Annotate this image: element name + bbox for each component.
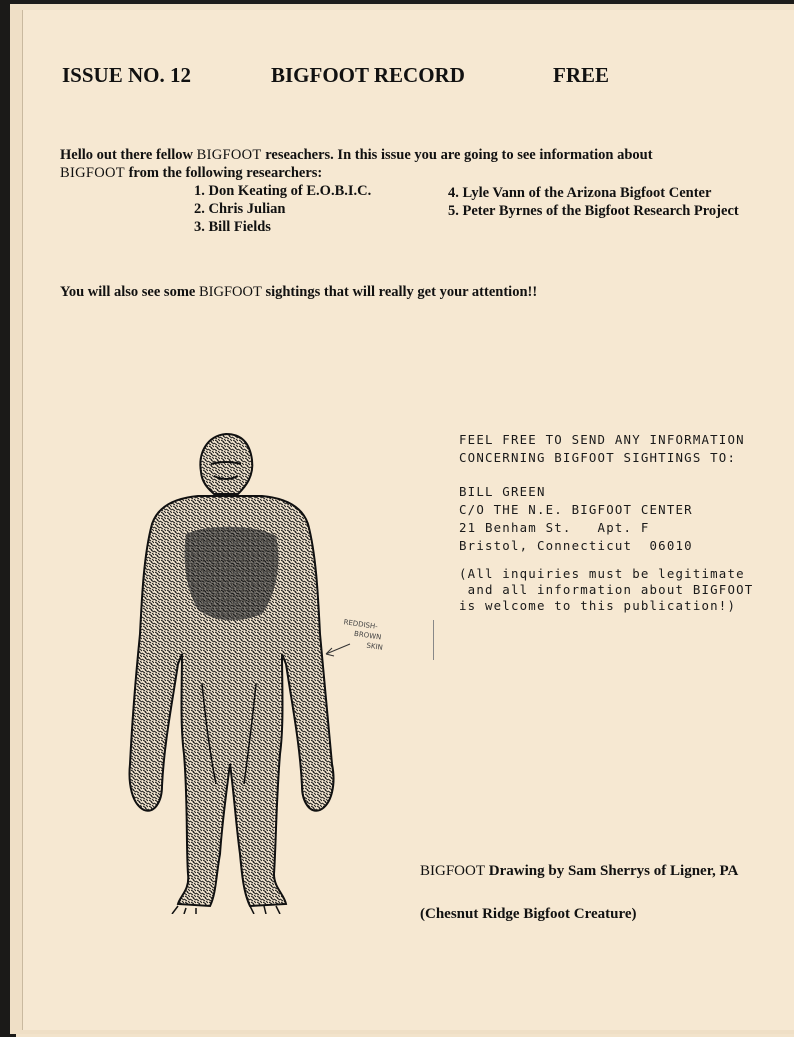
list-item: 1. Don Keating of E.O.B.I.C. — [194, 183, 372, 199]
contact-note: (All inquiries must be legitimate and all information about BIGFOOT is welcome to this publication!) — [459, 566, 754, 613]
annotation-arrow-icon — [322, 640, 352, 660]
price-label: FREE — [553, 63, 610, 87]
researcher-list-right — [448, 184, 739, 220]
list-item: 4. Lyle Vann of the Arizona Bigfoot Center — [448, 185, 712, 201]
newsletter-title: BIGFOOT RECORD — [271, 63, 465, 87]
contact-intro: FEEL FREE TO SEND ANY INFORMATION CONCERNING BIGFOOT SIGHTINGS TO: — [459, 432, 745, 465]
drawing-caption: BIGFOOT Drawing by Sam Sherrys of Ligner, PA — [420, 863, 739, 879]
list-item: 2. Chris Julian — [194, 201, 286, 217]
newsletter-page — [22, 10, 794, 1030]
list-item: 5. Peter Byrnes of the Bigfoot Research Project — [448, 203, 739, 219]
researcher-list-left — [194, 182, 371, 236]
list-item: 3. Bill Fields — [194, 219, 271, 235]
drawing-subcaption: (Chesnut Ridge Bigfoot Creature) — [420, 906, 637, 922]
divider-mark — [433, 620, 434, 660]
bigfoot-drawing — [106, 424, 366, 914]
drawing-annotation: REDDISH- BROWN SKIN — [343, 618, 384, 652]
issue-number: ISSUE NO. 12 — [62, 63, 191, 87]
intro-paragraph: Hello out there fellow BIGFOOT reseachers. In this issue you are going to see information about BIGFOOT from the following researchers: — [60, 147, 653, 181]
page-edge — [22, 10, 23, 1030]
attention-line: You will also see some BIGFOOT sightings that will really get your attention!! — [60, 284, 538, 300]
contact-address: BILL GREEN C/O THE N.E. BIGFOOT CENTER 21 Benham St. Apt. F Bristol, Connecticut 06010 — [459, 484, 693, 553]
